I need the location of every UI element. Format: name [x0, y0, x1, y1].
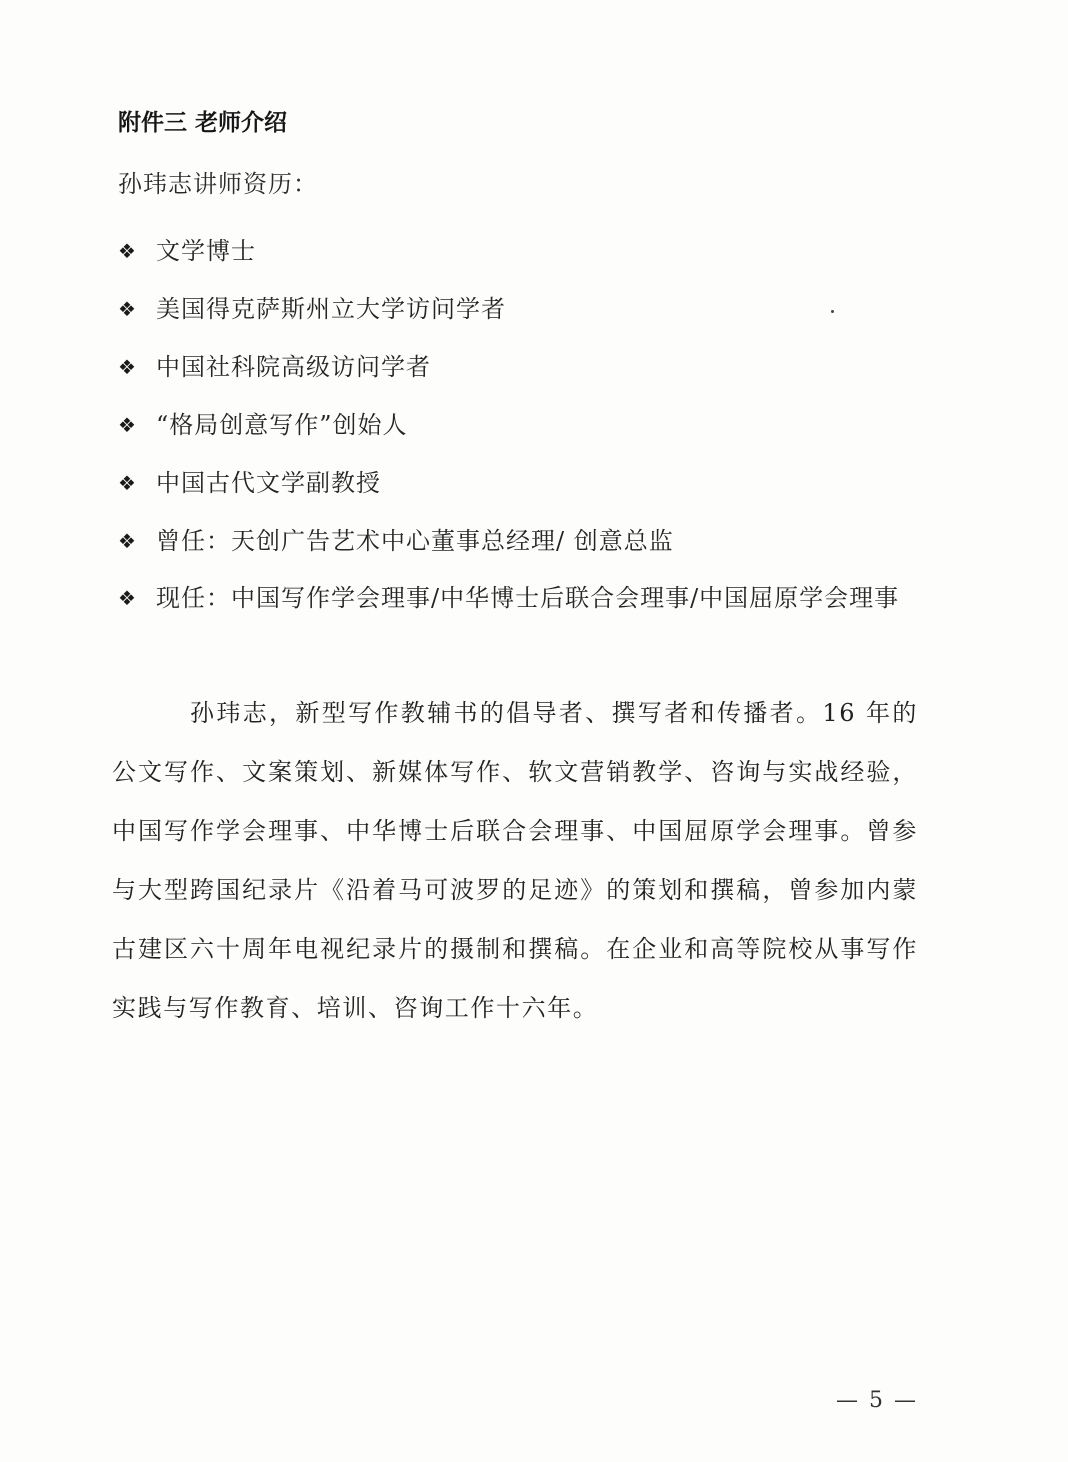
diamond-bullet-icon: ❖	[118, 586, 137, 610]
lecturer-credentials-title: 孙玮志讲师资历：	[118, 170, 318, 198]
credential-item	[118, 338, 938, 396]
credential-text: 美国得克萨斯州立大学访问学者	[156, 295, 506, 323]
credential-item	[118, 396, 938, 454]
credential-item	[118, 280, 938, 338]
credential-text: 曾任：天创广告艺术中心董事总经理/ 创意总监	[156, 527, 674, 555]
credential-text: 现任：中国写作学会理事/中华博士后联合会理事/中国屈原学会理事	[156, 584, 900, 612]
attachment-heading: 附件三 老师介绍	[118, 110, 288, 136]
credentials-list	[118, 222, 938, 626]
credential-item	[118, 454, 938, 512]
credential-text: 文学博士	[156, 237, 256, 265]
credential-item	[118, 570, 918, 626]
diamond-bullet-icon: ❖	[118, 355, 137, 379]
diamond-bullet-icon: ❖	[118, 471, 137, 495]
diamond-bullet-icon: ❖	[118, 413, 137, 437]
credential-item	[118, 512, 938, 570]
credential-text: 中国古代文学副教授	[156, 469, 381, 497]
credential-text: 中国社科院高级访问学者	[156, 353, 431, 381]
credential-item	[118, 222, 938, 280]
credential-text: “格局创意写作”创始人	[156, 411, 408, 439]
diamond-bullet-icon: ❖	[118, 239, 137, 263]
biography-paragraph: 孙玮志，新型写作教辅书的倡导者、撰写者和传播者。16 年的公文写作、文案策划、新媒体写作、软文营销教学、咨询与实战经验，中国写作学会理事、中华博士后联合会理事、中国屈原学会理事。曾参与大型跨国纪录片《沿着马可波罗的足迹》的策划和撰稿，曾参加内蒙古建区六十周年电视纪录片的摄制和撰稿。在企业和高等院校从事写作实践与写作教育、培训、咨询工作十六年。	[112, 699, 918, 1022]
scan-speck	[831, 310, 834, 313]
diamond-bullet-icon: ❖	[118, 297, 137, 321]
diamond-bullet-icon: ❖	[118, 529, 137, 553]
page-number: — 5 —	[836, 1388, 918, 1413]
